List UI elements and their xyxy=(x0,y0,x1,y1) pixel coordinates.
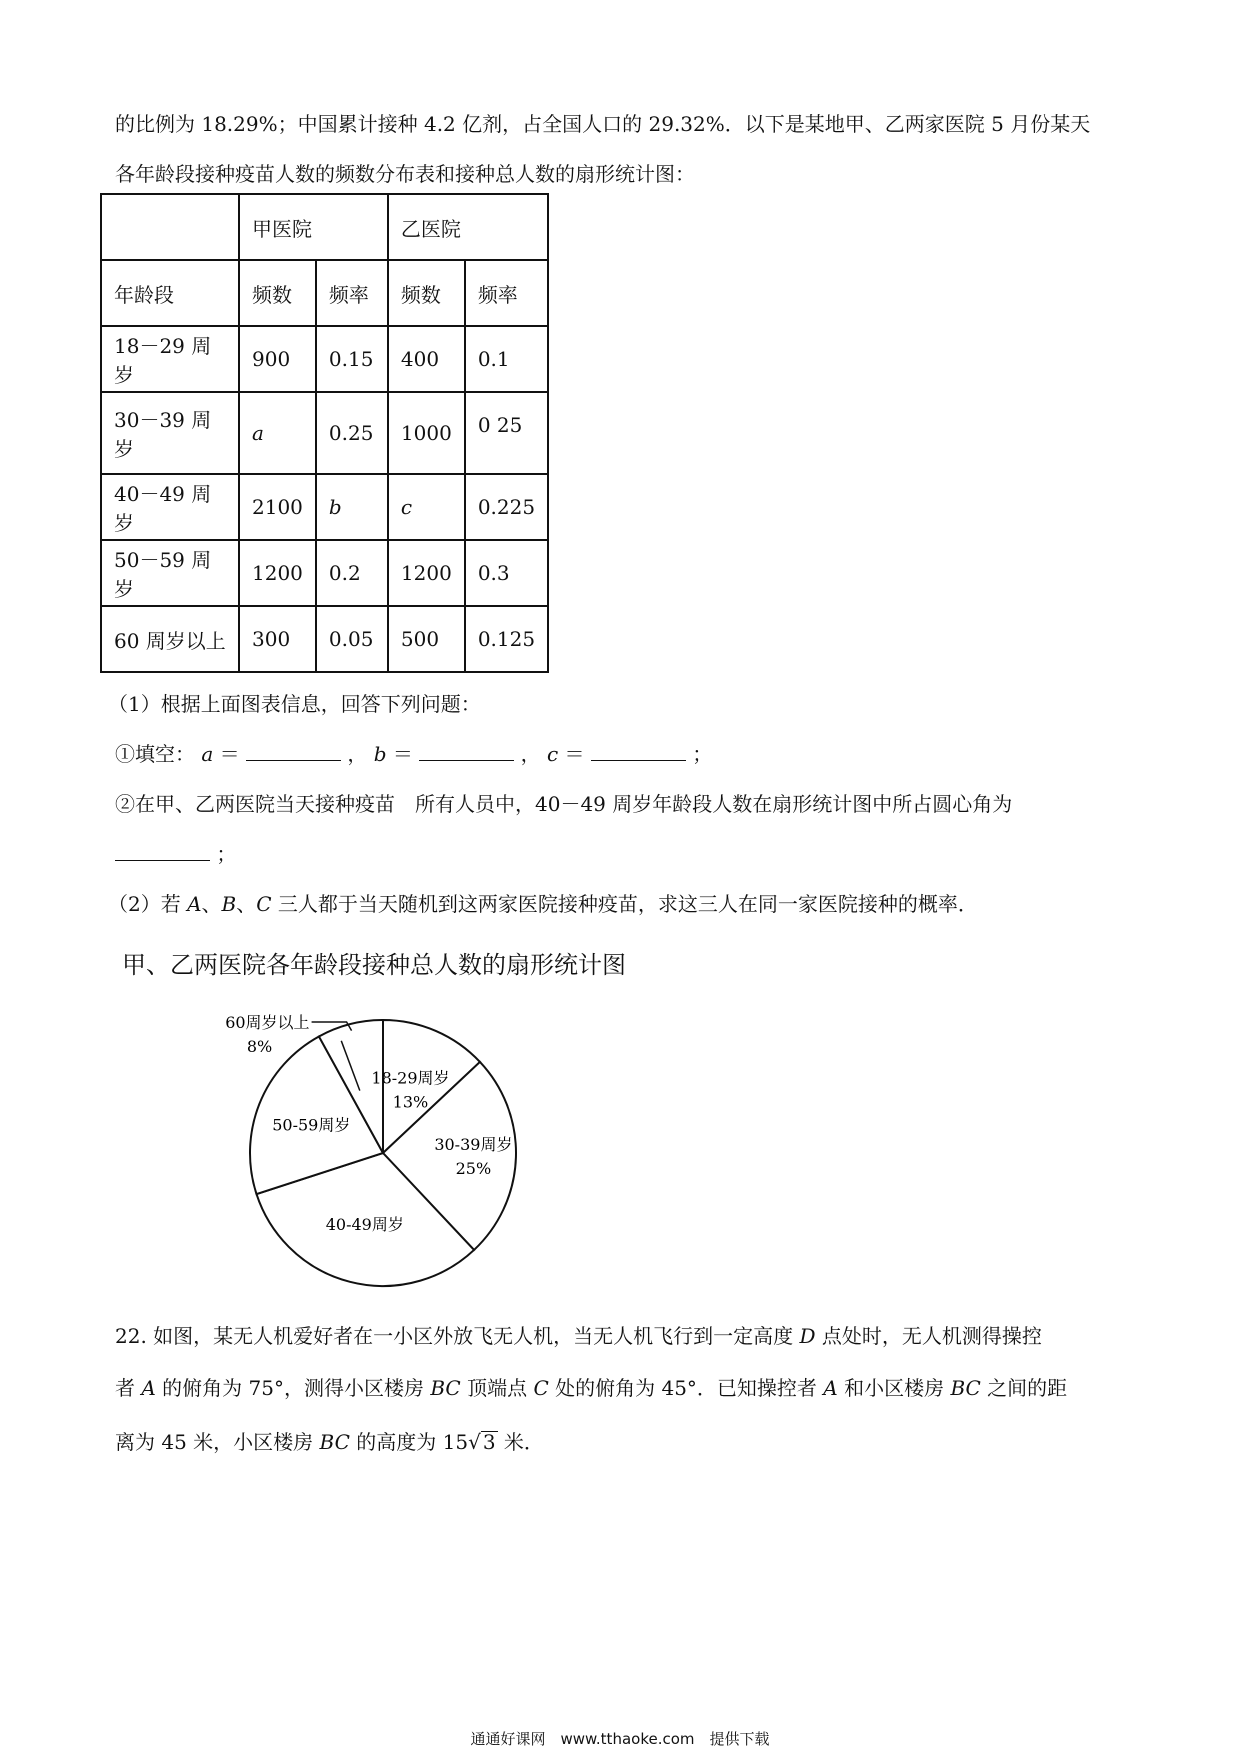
q2-sep-1: 、 xyxy=(201,892,222,916)
pie-slice-label: 40-49周岁 xyxy=(325,1214,404,1234)
pie-chart xyxy=(150,1000,530,1300)
p22-text: 者 xyxy=(115,1376,142,1400)
problem-22-line-3 xyxy=(115,1426,544,1455)
intro-line-2: 各年龄段接种疫苗人数的频数分布表和接种总人数的扇形统计图： xyxy=(115,162,695,186)
pie-slice-label: 18-29周岁 xyxy=(371,1068,450,1088)
table-row xyxy=(101,474,548,540)
p22-point-d: D xyxy=(799,1324,816,1348)
chart-title: 甲、乙两医院各年龄段接种总人数的扇形统计图 xyxy=(122,951,626,979)
p22-text: 顶端点 xyxy=(460,1376,534,1400)
p22-text: 的高度为 15 xyxy=(349,1430,469,1454)
equals-c: ＝ xyxy=(564,742,585,766)
age-cell: 30－39 周岁 xyxy=(101,392,239,474)
sqrt-radicand: 3 xyxy=(482,1430,496,1454)
age-cell: 40－49 周岁 xyxy=(101,474,239,540)
fill-prefix: ①填空： xyxy=(115,742,195,766)
b-freq-cell: 400 xyxy=(388,326,465,392)
a-freq-cell: 300 xyxy=(239,606,316,672)
a-rate-cell: 0.05 xyxy=(316,606,388,672)
q2-prefix: （2）若 xyxy=(108,892,188,916)
var-a: a xyxy=(201,742,214,766)
question-1-2: ②在甲、乙两医院当天接种疫苗 所有人员中，40－49 周岁年龄段人数在扇形统计图中所占圆心角为 xyxy=(115,792,1013,816)
a-rate-cell: 0.15 xyxy=(316,326,388,392)
semicolon-1: ； xyxy=(692,742,713,766)
table-corner-cell xyxy=(101,194,239,260)
a-freq-cell: 2100 xyxy=(239,474,316,540)
a-rate-cell: 0.2 xyxy=(316,540,388,606)
b-freq-cell: 500 xyxy=(388,606,465,672)
p22-text: 点处时，无人机测得操控 xyxy=(815,1324,1042,1348)
age-cell: 50－59 周岁 xyxy=(101,540,239,606)
blank-b[interactable] xyxy=(419,742,514,761)
question-2 xyxy=(108,888,978,917)
b-rate-cell: 0.1 xyxy=(465,326,548,392)
frequency-table xyxy=(100,193,549,673)
p22-text: 离为 45 米，小区楼房 xyxy=(115,1430,320,1454)
pie-slice-label: 50-59周岁 xyxy=(272,1115,351,1135)
pie-slice-label: 30-39周岁 xyxy=(434,1134,513,1154)
problem-22-line-1 xyxy=(115,1320,1042,1349)
question-1-fill xyxy=(115,738,712,767)
p22-text: 和小区楼房 xyxy=(837,1376,951,1400)
problem-22-line-2 xyxy=(115,1372,1067,1401)
b-freq-cell: 1000 xyxy=(388,392,465,474)
a-freq-cell: 900 xyxy=(239,326,316,392)
equals-b: ＝ xyxy=(392,742,413,766)
pie-slice-label: 60周岁以上 xyxy=(225,1013,310,1032)
footer: 通通好课网 www.tthaoke.com 提供下载 xyxy=(470,1730,770,1748)
intro-line-1: 的比例为 18.29%；中国累计接种 4.2 亿剂，占全国人口的 29.32%．以下是某地甲、乙两家医院 5 月份某天 xyxy=(115,112,1091,136)
b-rate-cell: 0.3 xyxy=(465,540,548,606)
pie-slice-percent: 25% xyxy=(455,1158,492,1178)
b-freq-header: 频数 xyxy=(388,260,465,326)
var-c: c xyxy=(546,742,559,766)
a-rate-cell: 0.25 xyxy=(316,392,388,474)
hospital-a-header: 甲医院 xyxy=(239,194,388,260)
p22-text: 米． xyxy=(497,1430,544,1454)
p22-point-a: A xyxy=(141,1376,156,1400)
p22-building-bc: BC xyxy=(950,1376,981,1400)
a-rate-header: 频率 xyxy=(316,260,388,326)
p22-point-a: A xyxy=(823,1376,838,1400)
var-b: b xyxy=(373,742,387,766)
q2-person-c: C xyxy=(256,892,272,916)
a-rate-cell: b xyxy=(316,474,388,540)
p22-point-c: C xyxy=(533,1376,549,1400)
sqrt-sign: √ xyxy=(468,1430,481,1454)
q2-suffix: 三人都于当天随机到这两家医院接种疫苗，求这三人在同一家医院接种的概率． xyxy=(271,892,978,916)
b-rate-cell: 0 25 xyxy=(465,392,548,474)
blank-angle[interactable] xyxy=(115,842,210,861)
semicolon-2: ； xyxy=(216,842,237,866)
q2-person-a: A xyxy=(187,892,202,916)
equals-a: ＝ xyxy=(219,742,240,766)
q2-sep-2: 、 xyxy=(236,892,257,916)
hospital-b-header: 乙医院 xyxy=(388,194,548,260)
p22-text: 22. 如图，某无人机爱好者在一小区外放飞无人机，当无人机飞行到一定高度 xyxy=(115,1324,800,1348)
pie-slice-percent: 8% xyxy=(246,1037,273,1056)
table-row xyxy=(101,540,548,606)
p22-building-bc: BC xyxy=(430,1376,461,1400)
age-header: 年龄段 xyxy=(101,260,239,326)
pie-slice-percent: 13% xyxy=(392,1092,429,1112)
b-rate-cell: 0.225 xyxy=(465,474,548,540)
question-1-intro: （1）根据上面图表信息，回答下列问题： xyxy=(108,692,481,716)
comma-1: ， xyxy=(347,742,368,766)
blank-a[interactable] xyxy=(246,742,341,761)
table-row xyxy=(101,392,548,474)
b-rate-cell: 0.125 xyxy=(465,606,548,672)
age-cell: 60 周岁以上 xyxy=(101,606,239,672)
table-row xyxy=(101,326,548,392)
p22-building-bc: BC xyxy=(319,1430,350,1454)
question-1-2-blank-line xyxy=(115,838,236,867)
blank-c[interactable] xyxy=(591,742,686,761)
a-freq-header: 频数 xyxy=(239,260,316,326)
p22-text: 的俯角为 75°，测得小区楼房 xyxy=(155,1376,431,1400)
b-freq-cell: c xyxy=(388,474,465,540)
comma-2: ， xyxy=(520,742,541,766)
q2-person-b: B xyxy=(221,892,237,916)
p22-text: 之间的距 xyxy=(980,1376,1068,1400)
b-rate-header: 频率 xyxy=(465,260,548,326)
age-cell: 18－29 周岁 xyxy=(101,326,239,392)
b-freq-cell: 1200 xyxy=(388,540,465,606)
table-row xyxy=(101,606,548,672)
a-freq-cell: 1200 xyxy=(239,540,316,606)
a-freq-cell: a xyxy=(239,392,316,474)
p22-text: 处的俯角为 45°．已知操控者 xyxy=(548,1376,824,1400)
